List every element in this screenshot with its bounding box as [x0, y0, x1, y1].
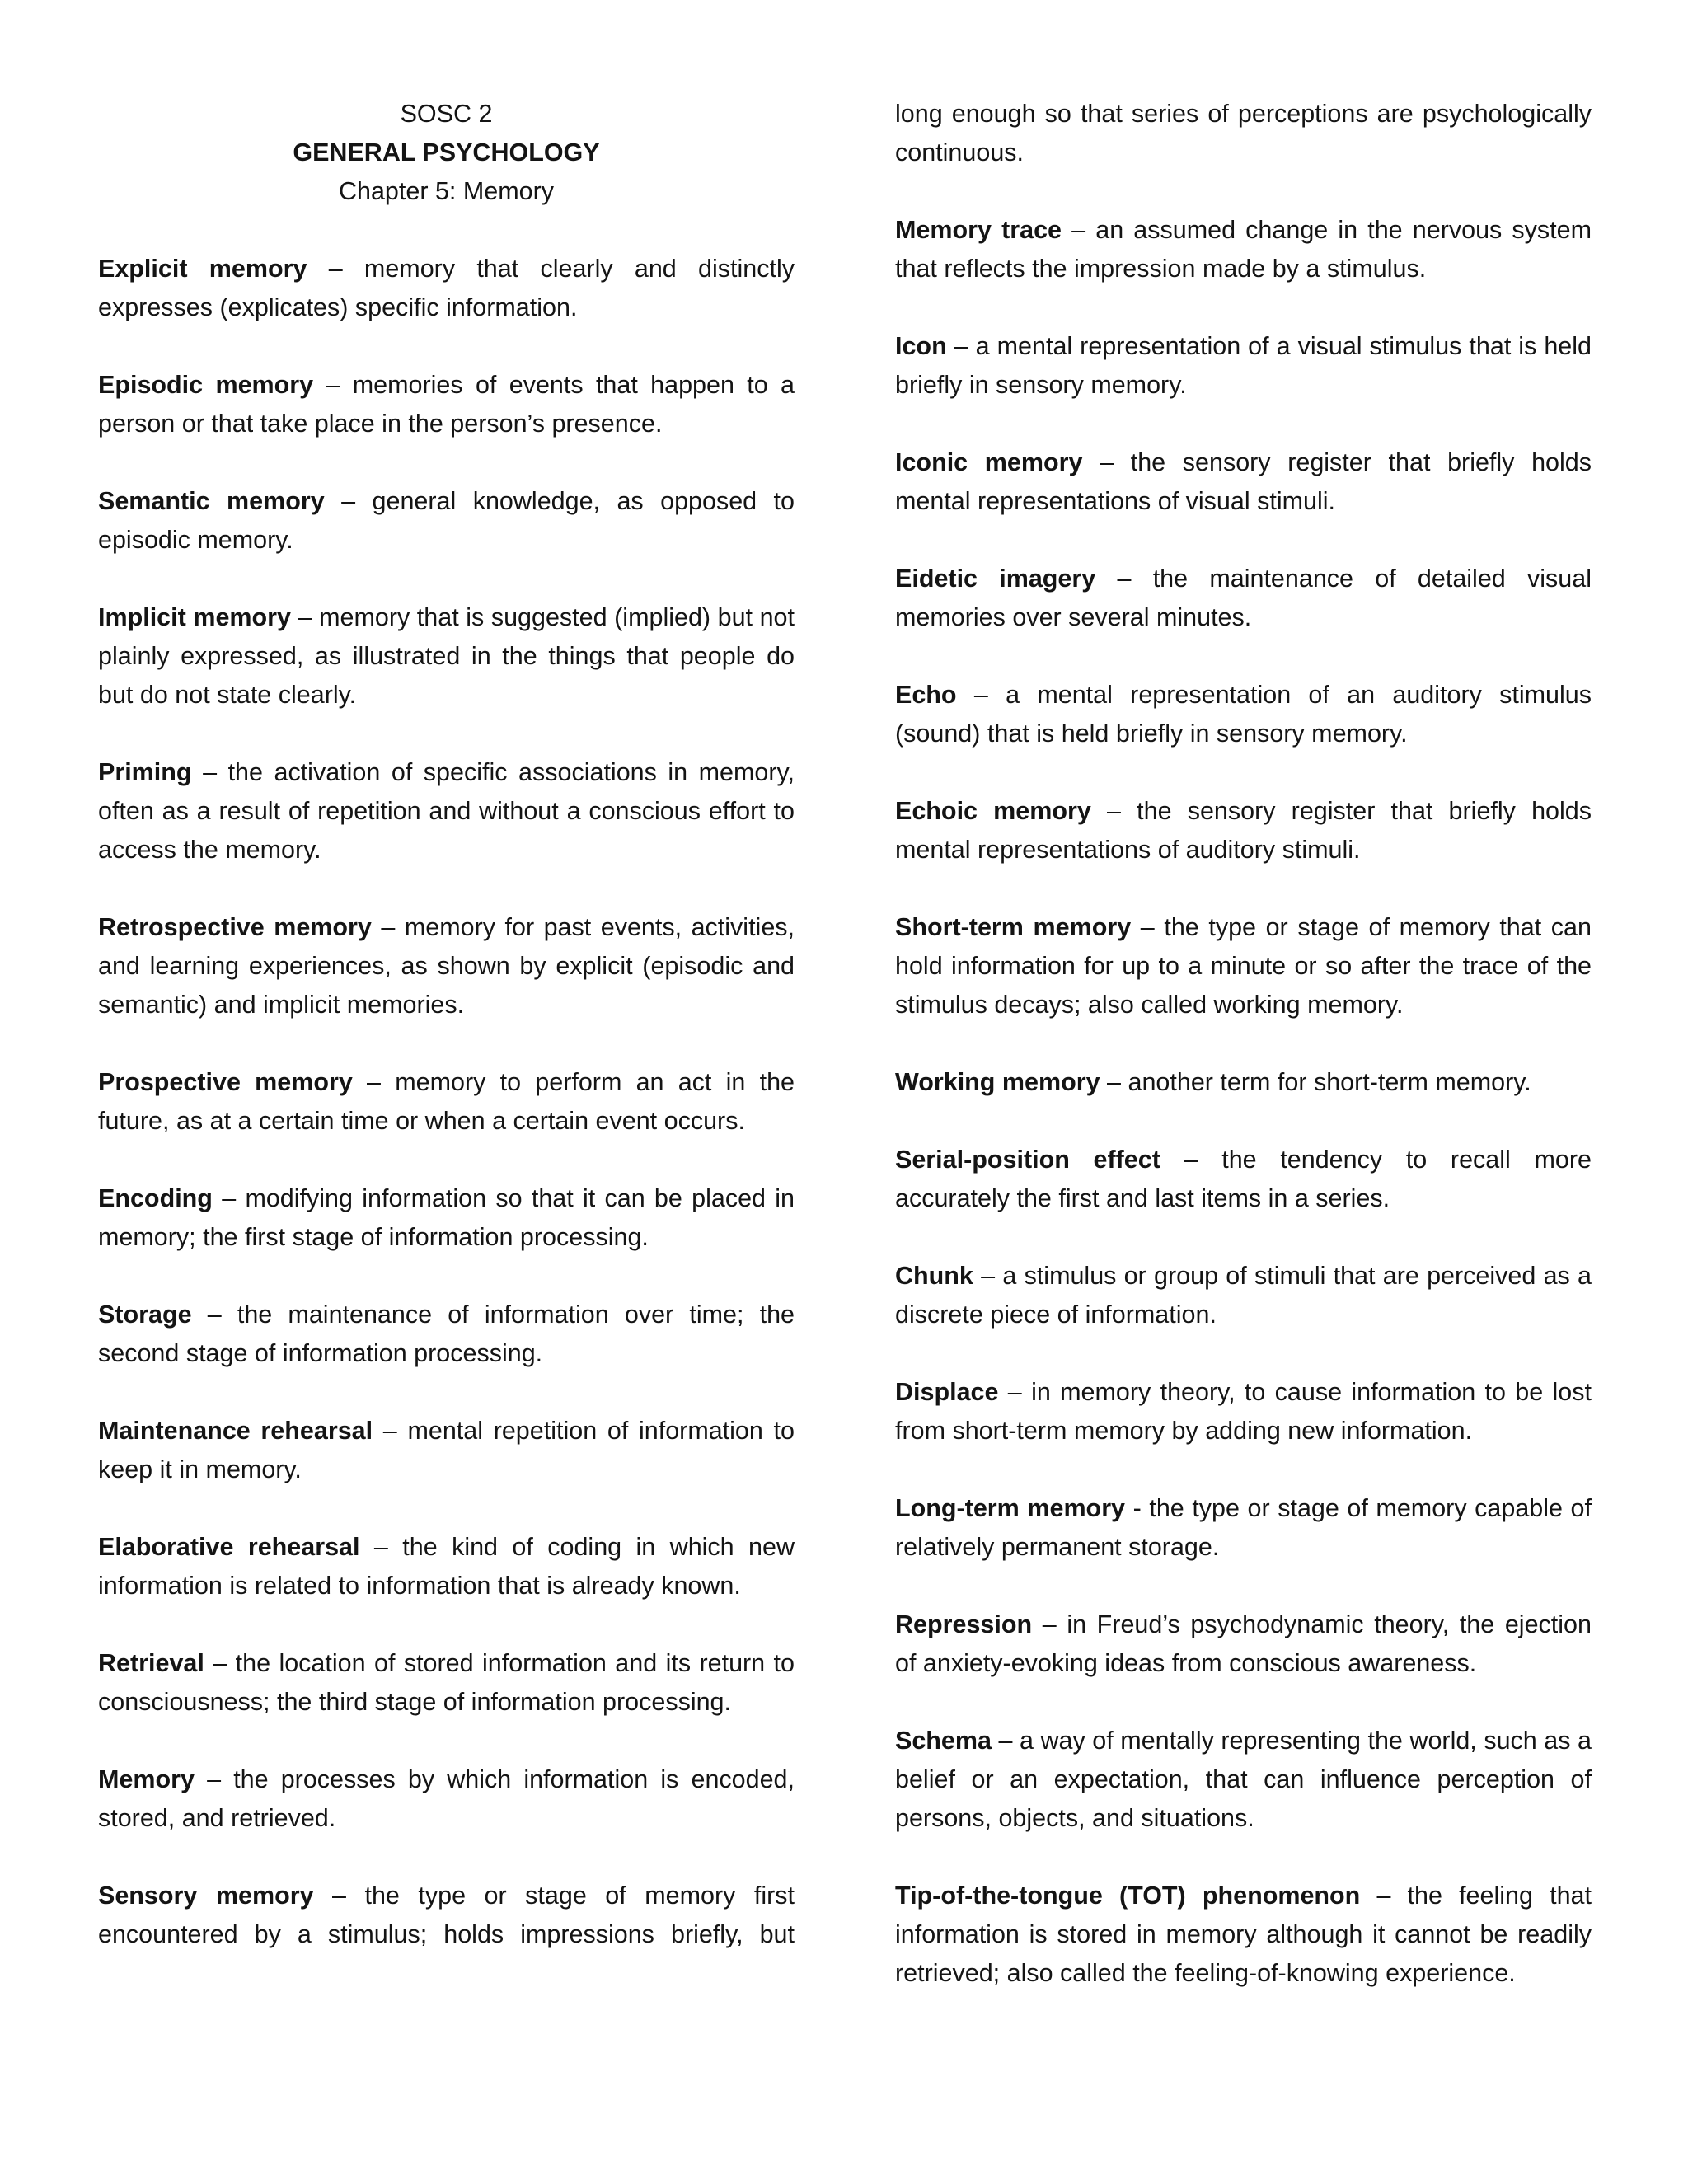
glossary-entry-semantic-memory [98, 482, 795, 560]
term-separator: – [352, 1068, 396, 1096]
glossary-definition: the type or stage of memory first encountered by a stimulus; holds impressions briefly, but [98, 1882, 795, 1948]
glossary-entry-displace [895, 1373, 1592, 1451]
glossary-entry-icon [895, 327, 1592, 405]
glossary-entry-implicit-memory [98, 598, 795, 715]
glossary-entry-long-term-memory [895, 1489, 1592, 1567]
course-title: GENERAL PSYCHOLOGY [293, 138, 600, 166]
term-separator: – [191, 758, 228, 786]
glossary-term: Memory trace [895, 216, 1062, 244]
glossary-term: Elaborative rehearsal [98, 1533, 360, 1561]
glossary-entry-prospective-memory [98, 1063, 795, 1141]
term-separator: – [1131, 913, 1165, 941]
glossary-entry-tip-of-the-tongue-tot-phenomenon [895, 1877, 1592, 1993]
document-header [98, 95, 795, 211]
glossary-entry-iconic-memory [895, 443, 1592, 521]
glossary-term: Iconic memory [895, 448, 1083, 476]
glossary-definition: the maintenance of information over time; the second stage of information processing. [98, 1301, 795, 1367]
glossary-term: Retrieval [98, 1649, 204, 1677]
term-separator: – [191, 1301, 237, 1329]
glossary-term: Storage [98, 1301, 192, 1329]
glossary-entry-working-memory [895, 1063, 1592, 1102]
glossary-entry-encoding [98, 1179, 795, 1257]
glossary-term: Episodic memory [98, 371, 314, 399]
glossary-definition: memory that is suggested (implied) but not plainly expressed, as illustrated in the things that people do but do not state clearly. [98, 603, 795, 709]
term-separator: – [212, 1184, 246, 1212]
glossary-definition: the type or stage of memory capable of relatively permanent storage. [895, 1494, 1592, 1561]
term-separator: – [998, 1378, 1032, 1406]
glossary-entry-eidetic-imagery [895, 560, 1592, 637]
glossary-definition: the sensory register that briefly holds mental representations of auditory stimuli. [895, 797, 1592, 864]
term-separator: – [371, 913, 405, 941]
glossary-definition: modifying information so that it can be placed in memory; the first stage of information processing. [98, 1184, 795, 1251]
glossary-definition: general knowledge, as opposed to episodic memory. [98, 487, 795, 554]
glossary-definition: the location of stored information and its return to consciousness; the third stage of information processing. [98, 1649, 795, 1716]
term-separator: – [956, 681, 1006, 709]
glossary-entry-schema [895, 1722, 1592, 1838]
term-separator: – [359, 1533, 403, 1561]
glossary-term: Repression [895, 1610, 1033, 1638]
term-separator: – [307, 255, 364, 283]
glossary-definition: in Freud’s psychodynamic theory, the ejection of anxiety-evoking ideas from conscious awareness. [895, 1610, 1592, 1677]
term-separator: – [1360, 1882, 1408, 1910]
glossary-entry-repression [895, 1605, 1592, 1683]
glossary-definition: memory for past events, activities, and learning experiences, as shown by explicit (episodic and semantic) and implicit memories. [98, 913, 795, 1019]
term-separator: – [1095, 565, 1153, 593]
glossary-term: Displace [895, 1378, 999, 1406]
glossary-term: Short-term memory [895, 913, 1132, 941]
glossary-term: Priming [98, 758, 192, 786]
glossary-entry-chunk [895, 1257, 1592, 1334]
glossary-entry-storage [98, 1296, 795, 1373]
glossary-entry-retrospective-memory [98, 908, 795, 1024]
right-glossary-list [895, 211, 1592, 1993]
term-separator: – [1062, 216, 1096, 244]
glossary-definition: an assumed change in the nervous system that reflects the impression made by a stimulus. [895, 216, 1592, 283]
glossary-definition: the maintenance of detailed visual memories over several minutes. [895, 565, 1592, 631]
course-code: SOSC 2 [400, 100, 493, 128]
glossary-definition: a way of mentally representing the world, such as a belief or an expectation, that can influence perception of persons, objects, and situations. [895, 1727, 1592, 1832]
glossary-definition: memory to perform an act in the future, as at a certain time or when a certain event occurs. [98, 1068, 795, 1135]
left-glossary-list [98, 250, 795, 1954]
term-separator: – [324, 487, 373, 515]
glossary-term: Encoding [98, 1184, 213, 1212]
glossary-definition: memories of events that happen to a person or that take place in the person’s presence. [98, 371, 795, 438]
glossary-entry-echoic-memory [895, 792, 1592, 869]
glossary-definition: the tendency to recall more accurately the first and last items in a series. [895, 1146, 1592, 1212]
glossary-term: Implicit memory [98, 603, 291, 631]
glossary-term: Tip-of-the-tongue (TOT) phenomenon [895, 1882, 1361, 1910]
term-separator: – [313, 371, 353, 399]
glossary-definition: a mental representation of a visual stimulus that is held briefly in sensory memory. [895, 332, 1592, 399]
term-separator: – [991, 1727, 1020, 1755]
glossary-definition: the activation of specific associations in memory, often as a result of repetition and without a conscious effort to access the memory. [98, 758, 795, 864]
glossary-definition: another term for short-term memory. [1128, 1068, 1531, 1096]
glossary-definition: the feeling that information is stored in memory although it cannot be readily retrieved; also called the feeling-of-knowing experience. [895, 1882, 1592, 1987]
chapter-title: Chapter 5: Memory [338, 177, 555, 205]
glossary-definition: memory that clearly and distinctly expresses (explicates) specific information. [98, 255, 795, 321]
glossary-definition: the sensory register that briefly holds mental representations of visual stimuli. [895, 448, 1592, 515]
term-separator: – [204, 1649, 236, 1677]
glossary-term: Long-term memory [895, 1494, 1126, 1522]
glossary-term: Eidetic imagery [895, 565, 1096, 593]
glossary-entry-elaborative-rehearsal [98, 1528, 795, 1605]
glossary-definition: a stimulus or group of stimuli that are perceived as a discrete piece of information. [895, 1262, 1592, 1329]
glossary-definition: the kind of coding in which new information is related to information that is already known. [98, 1533, 795, 1600]
glossary-term: Echo [895, 681, 957, 709]
glossary-entry-priming [98, 753, 795, 869]
glossary-term: Prospective memory [98, 1068, 353, 1096]
glossary-definition: the processes by which information is encoded, stored, and retrieved. [98, 1765, 795, 1832]
glossary-term: Working memory [895, 1068, 1100, 1096]
glossary-term: Chunk [895, 1262, 973, 1290]
term-separator: – [313, 1882, 365, 1910]
glossary-entry-echo [895, 676, 1592, 753]
term-separator: – [1090, 797, 1137, 825]
glossary-entry-serial-position-effect [895, 1141, 1592, 1218]
glossary-entry-maintenance-rehearsal [98, 1412, 795, 1489]
glossary-definition: mental repetition of information to keep it in memory. [98, 1417, 795, 1483]
continuation-paragraph: long enough so that series of perceptions are psychologically continuous. [895, 100, 1592, 166]
term-separator: – [1100, 1068, 1128, 1096]
glossary-entry-explicit-memory [98, 250, 795, 327]
glossary-definition: a mental representation of an auditory stimulus (sound) that is held briefly in sensory memory. [895, 681, 1592, 748]
glossary-term: Serial-position effect [895, 1146, 1160, 1174]
glossary-term: Memory [98, 1765, 195, 1793]
glossary-term: Sensory memory [98, 1882, 314, 1910]
glossary-definition: in memory theory, to cause information to be lost from short-term memory by adding new information. [895, 1378, 1592, 1445]
glossary-term: Icon [895, 332, 947, 360]
term-separator: – [946, 332, 976, 360]
glossary-term: Maintenance rehearsal [98, 1417, 373, 1445]
glossary-entry-episodic-memory [98, 366, 795, 443]
term-separator: – [1082, 448, 1131, 476]
glossary-term: Echoic memory [895, 797, 1091, 825]
glossary-term: Semantic memory [98, 487, 325, 515]
glossary-definition: the type or stage of memory that can hold information for up to a minute or so after the trace of the stimulus decays; also called working memory. [895, 913, 1592, 1019]
term-separator: – [373, 1417, 408, 1445]
term-separator: – [194, 1765, 234, 1793]
glossary-term: Explicit memory [98, 255, 307, 283]
term-separator: – [1160, 1146, 1222, 1174]
glossary-entry-sensory-memory [98, 1877, 795, 1954]
term-separator: - [1125, 1494, 1150, 1522]
glossary-entry-memory-trace [895, 211, 1592, 288]
glossary-entry-short-term-memory [895, 908, 1592, 1024]
glossary-entry-memory [98, 1760, 795, 1838]
right-column [895, 95, 1592, 2032]
term-separator: – [291, 603, 320, 631]
glossary-entry-retrieval [98, 1644, 795, 1722]
glossary-term: Schema [895, 1727, 992, 1755]
term-separator: – [1032, 1610, 1067, 1638]
left-column [98, 95, 795, 1993]
glossary-term: Retrospective memory [98, 913, 372, 941]
term-separator: – [973, 1262, 1003, 1290]
